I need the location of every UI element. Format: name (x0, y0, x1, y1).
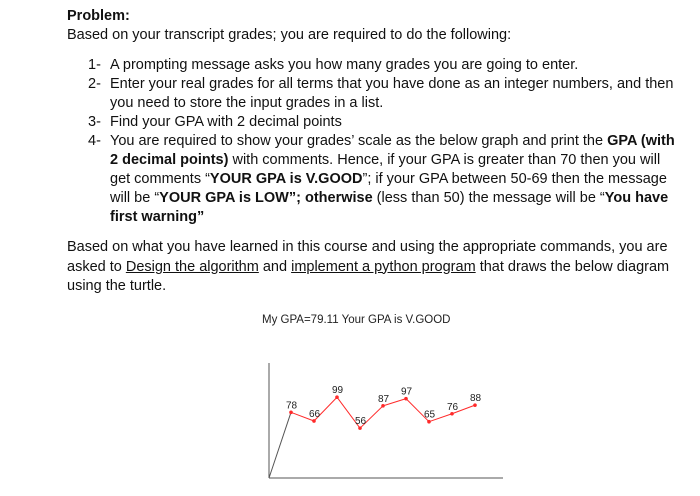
data-label: 99 (332, 385, 344, 397)
data-label: 87 (378, 393, 390, 405)
implement-program-text: implement a python program (291, 258, 476, 275)
step-number: 2- (88, 76, 101, 92)
step-text: Enter your real grades for all terms that you have done as an integer numbers, and then you need to store the input grades in a list. (110, 76, 674, 111)
task-paragraph: Based on what you have learned in this course and using the appropriate commands, you are asked to Design the algorithm and implement a python program that draws the below diagram using the turtle. (67, 239, 670, 294)
data-label: 66 (309, 408, 321, 420)
problem-heading: Problem: (67, 8, 130, 24)
data-label: 56 (355, 416, 367, 428)
data-label: 97 (401, 386, 413, 398)
step-number: 4- (88, 133, 101, 149)
problem-intro: Based on your transcript grades; you are required to do the following: (67, 27, 512, 43)
series-line-start (269, 412, 291, 478)
data-label: 78 (286, 400, 298, 412)
step-text: You are required to show your grades’ scale as the below graph and print the GPA (with 2 decimal points) with comments. Hence, if your GPA is greater than 70 then you will get comments “YOUR GPA is V.GOOD”; if your GPA between 50-69 then the message will be “YOUR GPA is LOW”; otherwise (less than 50) the message will be “You have first warning” (110, 133, 675, 225)
data-label: 65 (424, 409, 436, 421)
data-label: 88 (470, 393, 482, 405)
step-number: 3- (88, 114, 101, 130)
step-text: A prompting message asks you how many grades you are going to enter. (110, 57, 579, 73)
data-label: 76 (447, 401, 459, 413)
chart-title: My GPA=79.11 Your GPA is V.GOOD (262, 314, 451, 326)
design-algorithm-text: Design the algorithm (125, 258, 259, 275)
step-text: Find your GPA with 2 decimal points (110, 114, 342, 130)
step-number: 1- (88, 57, 101, 73)
